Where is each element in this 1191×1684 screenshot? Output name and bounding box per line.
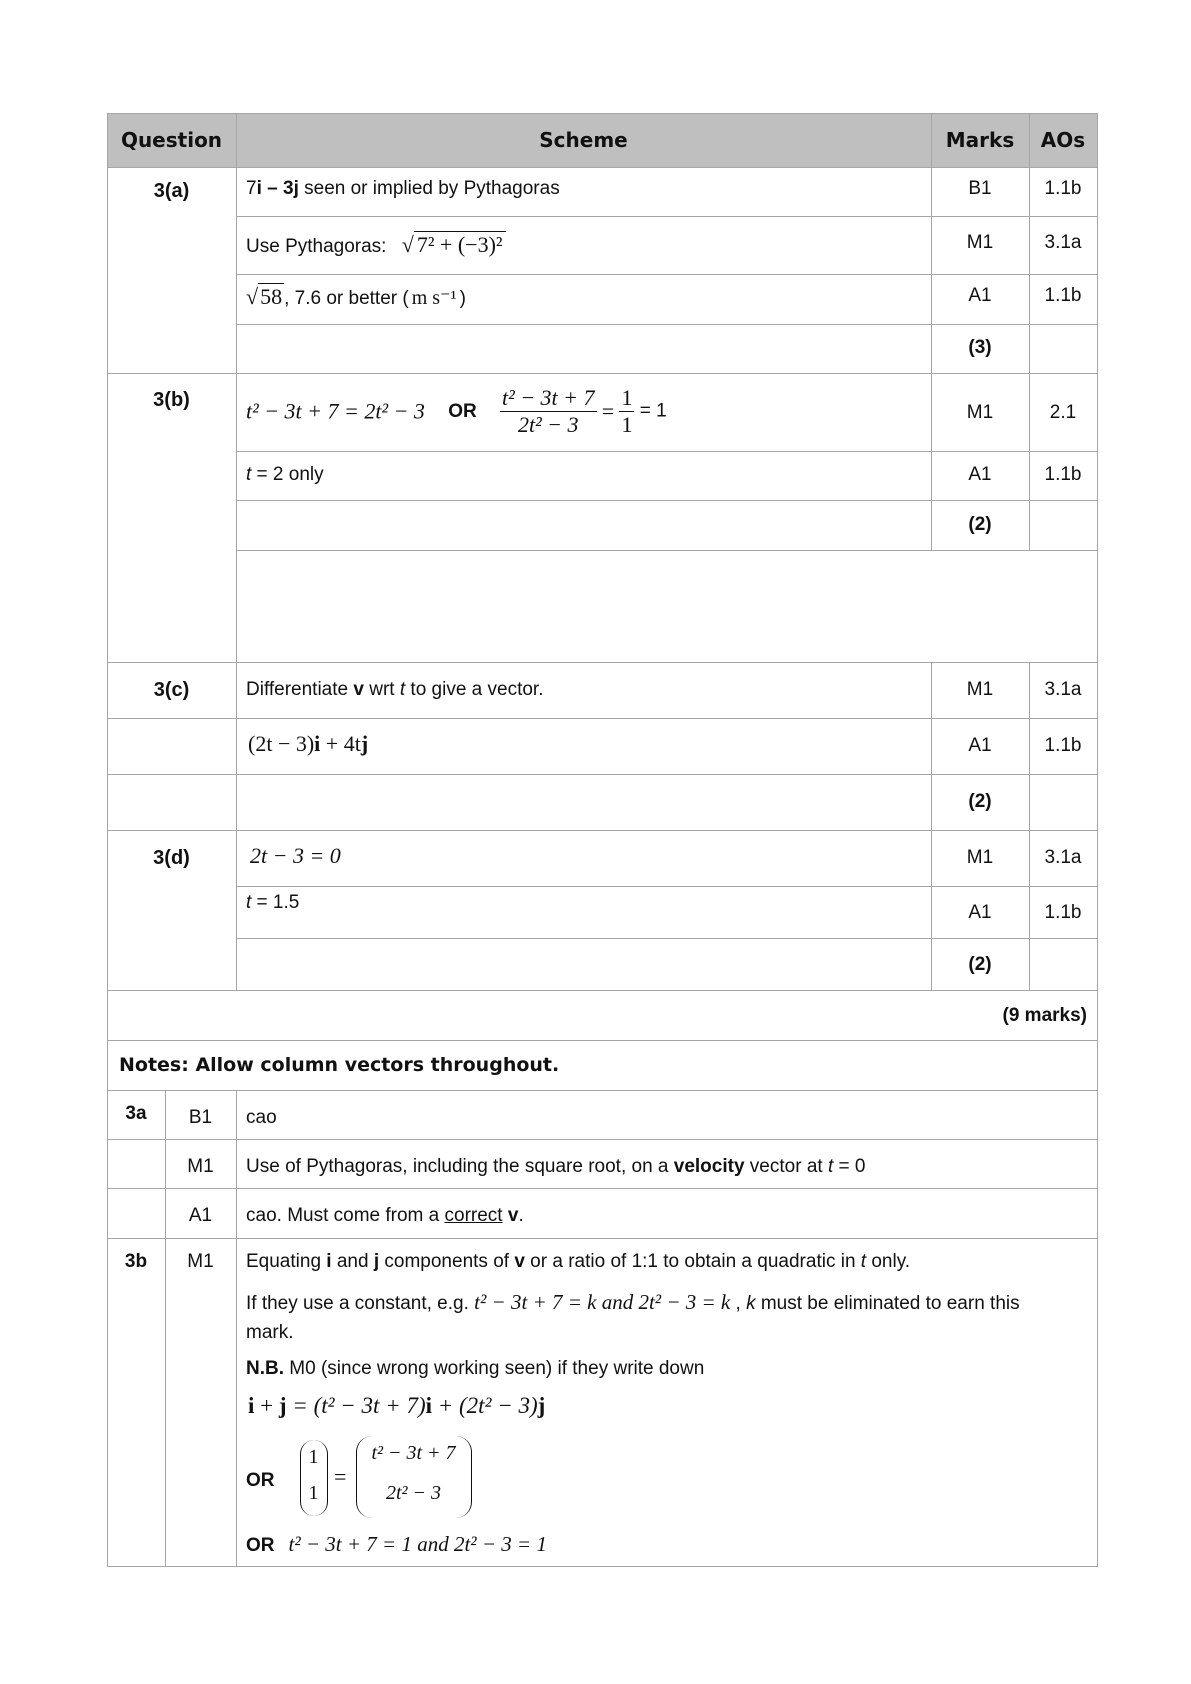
total-3a: (3) xyxy=(968,337,992,358)
note-text-a1: cao. Must come from a correct v. xyxy=(246,1205,524,1226)
mark-3a-3: A1 xyxy=(968,285,992,306)
note-mark-m1: M1 xyxy=(187,1156,214,1177)
note-mark-a1: A1 xyxy=(188,1205,213,1226)
scheme-3b-row1: t² − 3t + 7 = 2t² − 3 OR $\frac{\text{t² − 3t + 7}}{\text{2t² − 3}}$ = $\frac{1}{1}$ = 1 xyxy=(246,385,667,437)
note-mark-b1: B1 xyxy=(188,1107,213,1128)
scheme-3a-row3: √58 , 7.6 or better ( m s⁻¹ ) xyxy=(246,284,466,309)
question-label-3b: 3(b) xyxy=(153,389,190,411)
mark-3a-2: M1 xyxy=(966,232,994,253)
note-3b-line7: OR t² − 3t + 7 = 1 and 2t² − 3 = 1 xyxy=(246,1532,547,1556)
mark-3d-2: A1 xyxy=(968,902,992,923)
mark-3c-1: M1 xyxy=(966,679,994,700)
ao-3a-1: 1.1b xyxy=(1044,178,1082,199)
ao-3c-1: 3.1a xyxy=(1044,679,1082,700)
note-3b-line3: mark. xyxy=(246,1322,294,1343)
total-3c: (2) xyxy=(968,791,992,812)
scheme-3b-row2: t = 2 only xyxy=(246,464,324,485)
note-question-3b: 3b xyxy=(124,1251,148,1272)
header-aos: AOs xyxy=(1040,128,1086,152)
header-question: Question xyxy=(120,128,223,152)
scheme-3a-row2: Use Pythagoras: √ 7² + (−3)² xyxy=(246,232,506,258)
mark-3b-1: M1 xyxy=(966,402,994,423)
note-3b-line2: If they use a constant, e.g. t² − 3t + 7 = k and 2t² − 3 = k , k must be eliminated to earn this xyxy=(246,1290,1020,1314)
column-vector-right: t² − 3t + 7 2t² − 3 xyxy=(356,1436,472,1518)
mark-3d-1: M1 xyxy=(966,847,994,868)
scheme-3a-row1: 7i – 3j seen or implied by Pythagoras xyxy=(246,178,560,199)
fraction-ratio: $\frac{\text{t² − 3t + 7}}{\text{2t² − 3}}$ xyxy=(501,385,595,437)
question-label-3a: 3(a) xyxy=(153,180,190,202)
note-3b-line4: N.B. M0 (since wrong working seen) if they write down xyxy=(246,1358,705,1379)
header-scheme: Scheme xyxy=(539,128,628,152)
mark-3a-1: B1 xyxy=(968,178,992,199)
total-3b: (2) xyxy=(968,514,992,535)
vector-equals: = xyxy=(334,1464,347,1489)
ao-3d-1: 3.1a xyxy=(1044,847,1082,868)
mark-3b-2: A1 xyxy=(968,464,992,485)
ao-3a-3: 1.1b xyxy=(1044,285,1082,306)
note-mark-3b-m1: M1 xyxy=(187,1251,214,1272)
sqrt-expression: √ 7² + (−3)² xyxy=(402,232,506,257)
scheme-3c-row2: (2t − 3)i + 4tj xyxy=(248,731,369,756)
scheme-3d-row2: t = 1.5 xyxy=(246,892,300,913)
ao-3d-2: 1.1b xyxy=(1044,902,1082,923)
ao-3b-1: 2.1 xyxy=(1049,402,1077,423)
header-marks: Marks xyxy=(945,128,1015,152)
question-label-3d: 3(d) xyxy=(153,847,190,869)
ao-3a-2: 3.1a xyxy=(1044,232,1082,253)
total-marks: (9 marks) xyxy=(1002,1005,1087,1026)
notes-heading: Notes: Allow column vectors throughout. xyxy=(119,1054,560,1076)
note-3b-or1: OR xyxy=(246,1470,275,1491)
ao-3b-2: 1.1b xyxy=(1044,464,1082,485)
note-3b-line1: Equating i and j components of v or a ratio of 1:1 to obtain a quadratic in t only. xyxy=(246,1251,911,1272)
mark-3c-2: A1 xyxy=(968,735,992,756)
scheme-3d-row1: 2t − 3 = 0 xyxy=(250,843,341,868)
note-question-3a: 3a xyxy=(125,1103,147,1124)
scheme-3c-row1: Differentiate v wrt t to give a vector. xyxy=(246,679,544,700)
note-text-m1: Use of Pythagoras, including the square root, on a velocity vector at t = 0 xyxy=(246,1156,866,1177)
ao-3c-2: 1.1b xyxy=(1044,735,1082,756)
question-label-3c: 3(c) xyxy=(153,679,190,701)
fraction-one: $\frac{1}{1}$ xyxy=(621,385,633,437)
total-3d: (2) xyxy=(968,954,992,975)
note-text-b1: cao xyxy=(246,1107,277,1128)
note-3b-line5: i + j = (t² − 3t + 7)i + (2t² − 3)j xyxy=(248,1393,546,1418)
column-vector-left: 1 1 xyxy=(300,1440,328,1516)
